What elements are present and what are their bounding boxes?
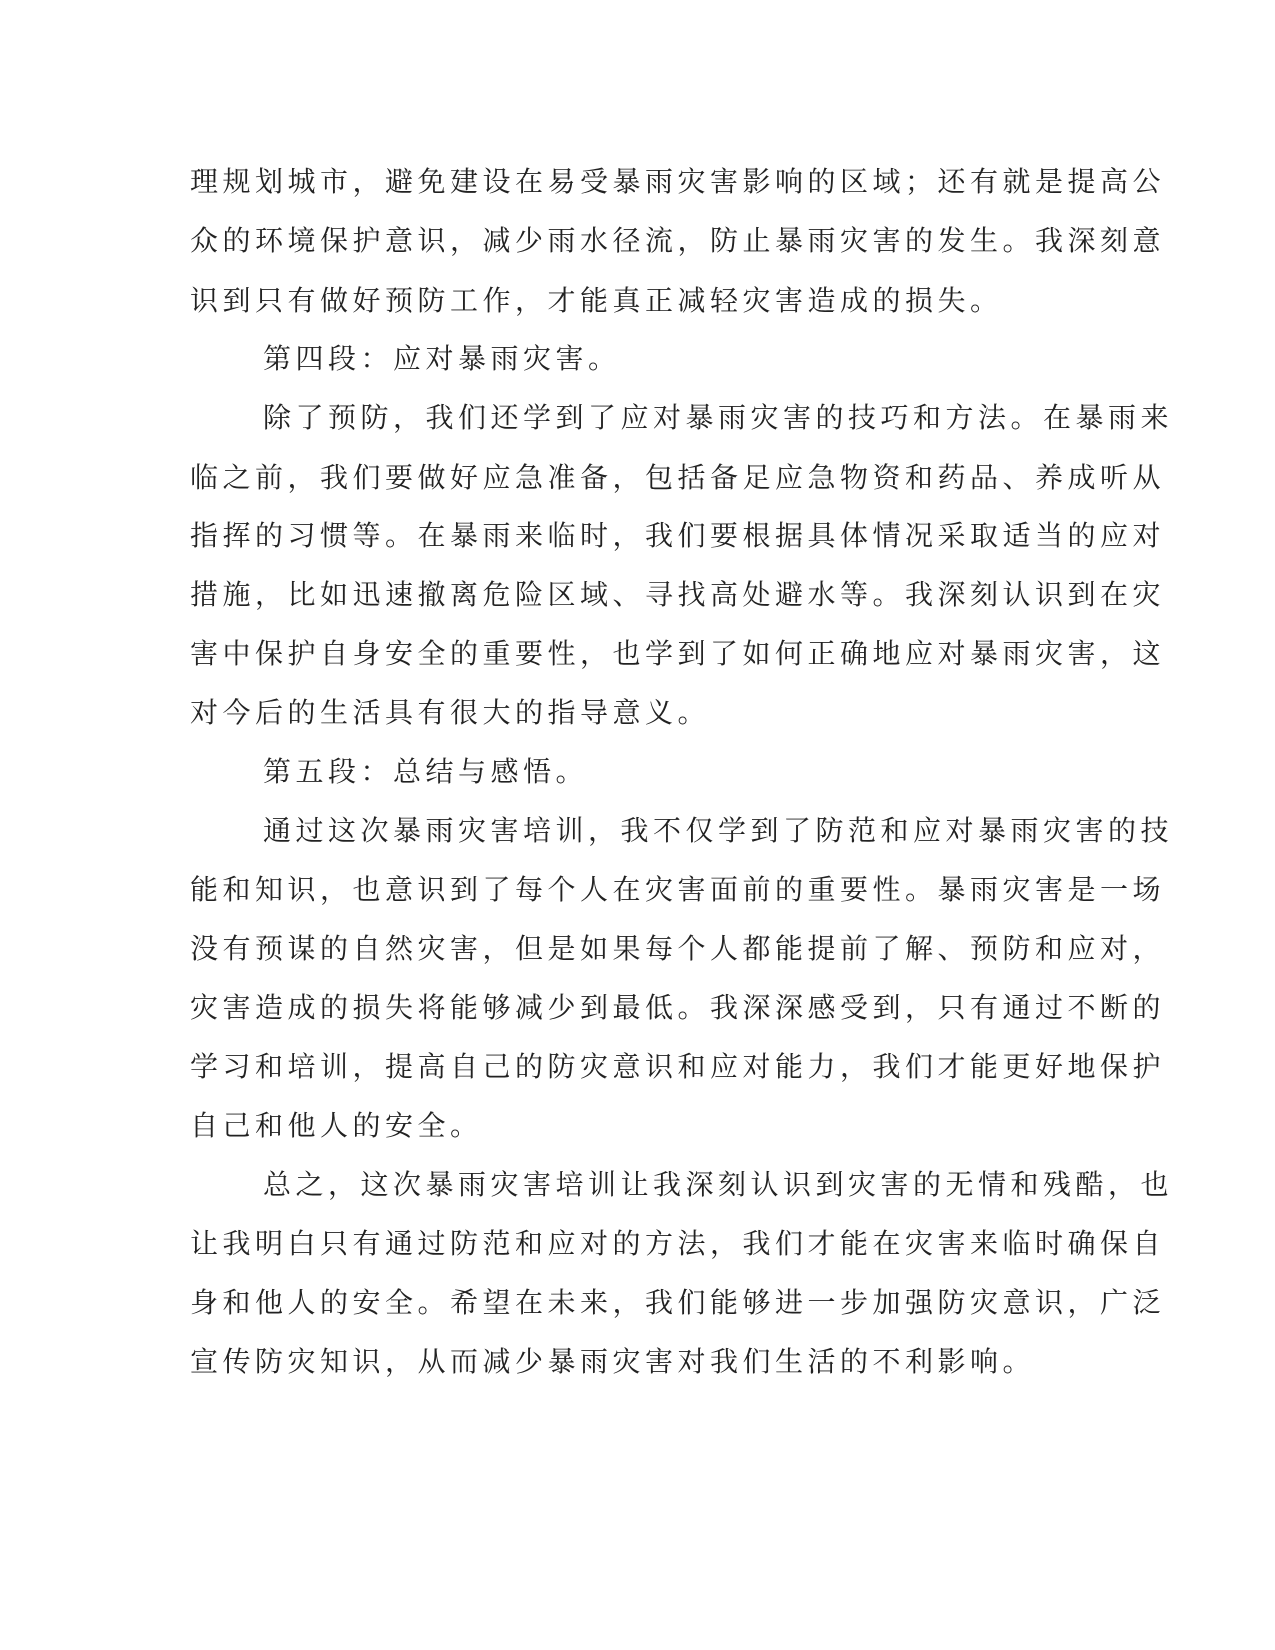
text-line: 临之前，我们要做好应急准备，包括备足应急物资和药品、养成听从 <box>190 461 1166 494</box>
section-heading: 第四段：应对暴雨灾害。 <box>263 342 621 375</box>
text-line: 害中保护自身安全的重要性，也学到了如何正确地应对暴雨灾害，这 <box>190 637 1166 670</box>
text-line: 理规划城市，避免建设在易受暴雨灾害影响的区域；还有就是提高公 <box>190 165 1166 198</box>
text-line: 宣传防灾知识，从而减少暴雨灾害对我们生活的不利影响。 <box>190 1345 1036 1378</box>
text-line: 众的环境保护意识，减少雨水径流，防止暴雨灾害的发生。我深刻意 <box>190 224 1166 257</box>
text-line: 总之，这次暴雨灾害培训让我深刻认识到灾害的无情和残酷，也 <box>263 1168 1174 1201</box>
text-line: 指挥的习惯等。在暴雨来临时，我们要根据具体情况采取适当的应对 <box>190 519 1166 552</box>
text-line: 没有预谋的自然灾害，但是如果每个人都能提前了解、预防和应对， <box>190 932 1166 965</box>
section-heading: 第五段：总结与感悟。 <box>263 755 589 788</box>
text-line: 身和他人的安全。希望在未来，我们能够进一步加强防灾意识，广泛 <box>190 1286 1166 1319</box>
text-line: 通过这次暴雨灾害培训，我不仅学到了防范和应对暴雨灾害的技 <box>263 814 1174 847</box>
text-line: 灾害造成的损失将能够减少到最低。我深深感受到，只有通过不断的 <box>190 991 1166 1024</box>
text-line: 能和知识，也意识到了每个人在灾害面前的重要性。暴雨灾害是一场 <box>190 873 1166 906</box>
text-line: 对今后的生活具有很大的指导意义。 <box>190 696 711 729</box>
text-line: 学习和培训，提高自己的防灾意识和应对能力，我们才能更好地保护 <box>190 1050 1166 1083</box>
text-line: 除了预防，我们还学到了应对暴雨灾害的技巧和方法。在暴雨来 <box>263 401 1174 434</box>
text-line: 自己和他人的安全。 <box>190 1109 483 1142</box>
text-line: 措施，比如迅速撤离危险区域、寻找高处避水等。我深刻认识到在灾 <box>190 578 1166 611</box>
text-line: 让我明白只有通过防范和应对的方法，我们才能在灾害来临时确保自 <box>190 1227 1166 1260</box>
text-line: 识到只有做好预防工作，才能真正减轻灾害造成的损失。 <box>190 284 1003 317</box>
